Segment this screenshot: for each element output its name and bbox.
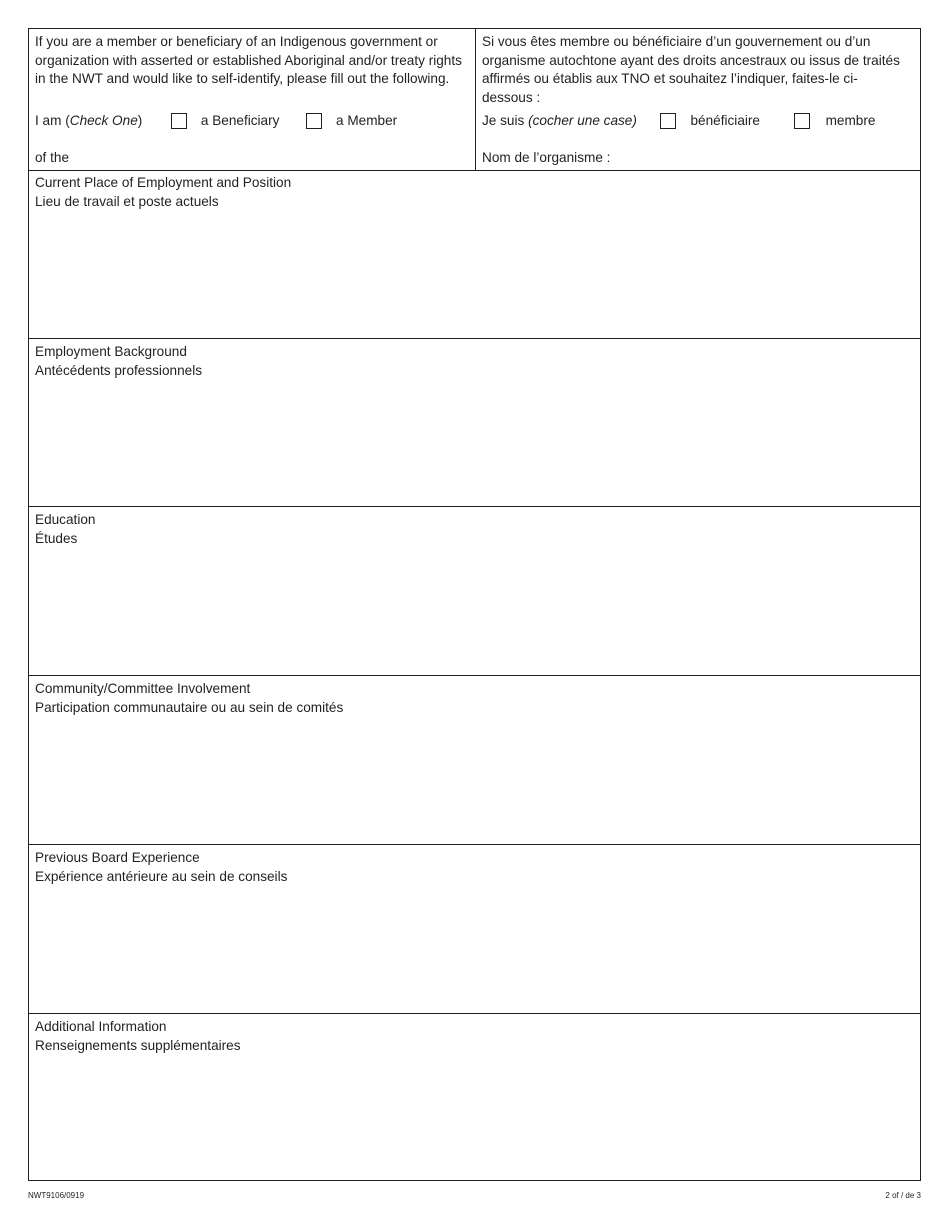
previous-board-experience-input[interactable] (29, 889, 920, 1013)
beneficiary-checkbox-en[interactable] (171, 113, 187, 129)
organization-field-fr[interactable] (482, 149, 610, 167)
member-label-fr: membre (825, 113, 876, 129)
self-identification-intro-en: If you are a member or beneficiary of an Indigenous government or organization with asserted or established Aboriginal and/or treaty rights in the NWT and would like to self-identify, please fill out the following. (35, 34, 462, 87)
section-heading (35, 511, 95, 548)
community-involvement-input[interactable] (29, 720, 920, 844)
check-one-line-en (35, 112, 397, 130)
member-checkbox-fr[interactable] (794, 113, 810, 129)
section-education (29, 507, 920, 676)
section-label-fr: Antécédents professionnels (35, 362, 203, 378)
self-identification-intro-fr: Si vous êtes membre ou bénéficiaire d’un gouvernement ou d’un organisme autochtone ayant des droits ancestraux ou issus de traités affirmés ou établis aux TNO et souhaitez l’indiquer, faites-le ci-dessous : (482, 34, 900, 105)
page-number: 2 of / de 3 (885, 1191, 921, 1200)
je-suis-label: Je suis (cocher une case) (482, 113, 637, 129)
employment-background-input[interactable] (29, 383, 920, 506)
section-label-en: Additional Information (35, 1019, 167, 1034)
self-identification-row (29, 29, 920, 171)
beneficiary-label-fr: bénéficiaire (690, 113, 760, 129)
section-heading (35, 343, 202, 380)
section-heading (35, 680, 343, 717)
section-label-en: Previous Board Experience (35, 850, 200, 865)
self-identification-french (476, 29, 920, 170)
section-label-en: Community/Committee Involvement (35, 681, 251, 696)
current-employment-input[interactable] (29, 214, 920, 338)
form-code: NWT9106/0919 (28, 1191, 85, 1200)
section-label-en: Current Place of Employment and Position (35, 175, 292, 190)
beneficiary-checkbox-fr[interactable] (660, 113, 676, 129)
section-label-en: Employment Background (35, 344, 187, 359)
section-heading (35, 1018, 241, 1055)
beneficiary-label-en: a Beneficiary (200, 113, 280, 129)
section-additional-information (29, 1014, 920, 1180)
education-input[interactable] (29, 551, 920, 675)
section-community-involvement (29, 676, 920, 845)
application-form (28, 28, 921, 1181)
section-label-fr: Participation communautaire ou au sein de comités (35, 699, 344, 715)
section-heading (35, 849, 287, 886)
section-label-fr: Expérience antérieure au sein de conseils (35, 868, 288, 884)
of-the-label: of the (35, 150, 70, 165)
organization-name-label: Nom de l’organisme : (482, 150, 611, 165)
member-checkbox-en[interactable] (306, 113, 322, 129)
section-heading (35, 174, 291, 211)
section-label-en: Education (35, 512, 96, 527)
section-label-fr: Renseignements supplémentaires (35, 1037, 241, 1053)
section-label-fr: Études (35, 530, 78, 546)
section-employment-background (29, 339, 920, 507)
organization-field-en[interactable] (35, 149, 69, 167)
self-identification-english (29, 29, 476, 170)
section-previous-board-experience (29, 845, 920, 1014)
section-current-employment (29, 170, 920, 339)
member-label-en: a Member (336, 113, 398, 129)
check-one-line-fr (482, 112, 875, 130)
section-label-fr: Lieu de travail et poste actuels (35, 193, 219, 209)
additional-information-input[interactable] (29, 1058, 920, 1180)
i-am-label: I am (Check One) (35, 113, 143, 129)
